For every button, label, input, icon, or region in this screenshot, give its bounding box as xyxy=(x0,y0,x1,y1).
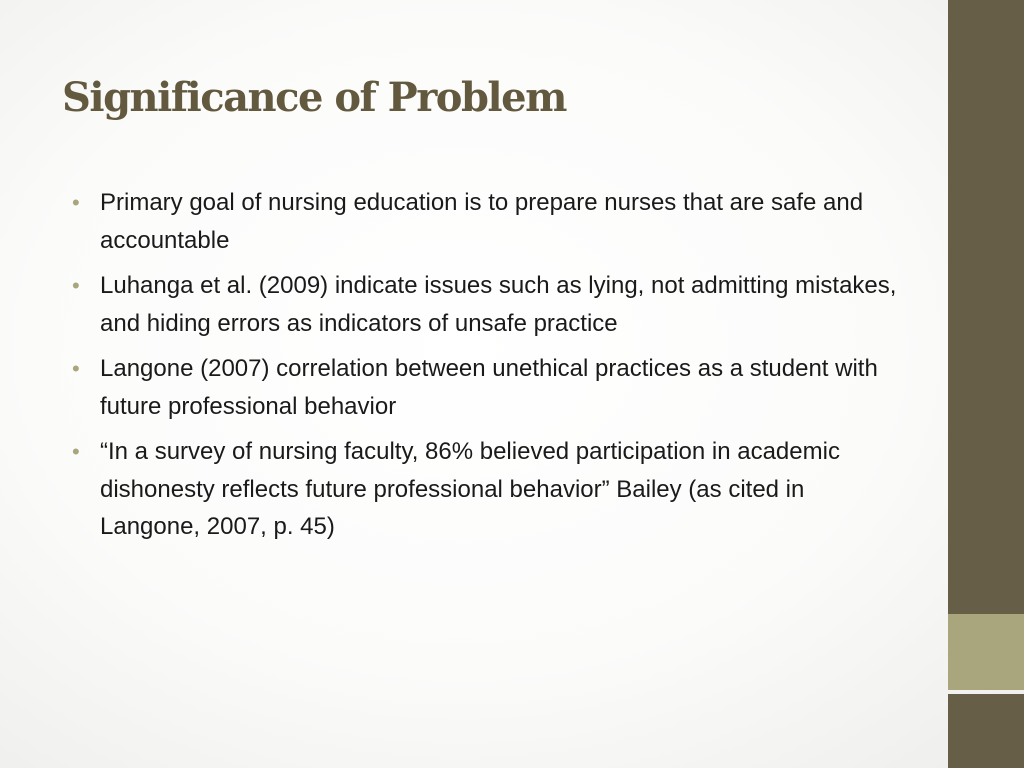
bullet-icon: • xyxy=(72,356,80,381)
bullet-item xyxy=(72,184,902,259)
side-bar-accent-block xyxy=(948,614,1024,690)
side-bar-lower-block xyxy=(948,694,1024,768)
decorative-side-bar xyxy=(948,0,1024,768)
slide-title: Significance of Problem xyxy=(62,74,566,121)
bullet-text: Primary goal of nursing education is to prepare nurses that are safe and accountable xyxy=(100,189,864,254)
side-bar-upper-block xyxy=(948,0,1024,614)
bullet-list xyxy=(72,184,902,554)
bullet-icon: • xyxy=(72,439,80,464)
bullet-text: Luhanga et al. (2009) indicate issues such as lying, not admitting mistakes, and hiding errors as indicators of unsafe practice xyxy=(100,272,897,337)
bullet-text: “In a survey of nursing faculty, 86% believed participation in academic dishonesty reflects future professional behavior” Bailey (as cited in Langone, 2007, p. 45) xyxy=(100,438,840,540)
bullet-icon: • xyxy=(72,273,80,298)
bullet-text: Langone (2007) correlation between unethical practices as a student with future professional behavior xyxy=(100,355,878,420)
bullet-item xyxy=(72,350,902,425)
bullet-icon: • xyxy=(72,190,80,215)
bullet-item xyxy=(72,433,902,546)
bullet-item xyxy=(72,267,902,342)
